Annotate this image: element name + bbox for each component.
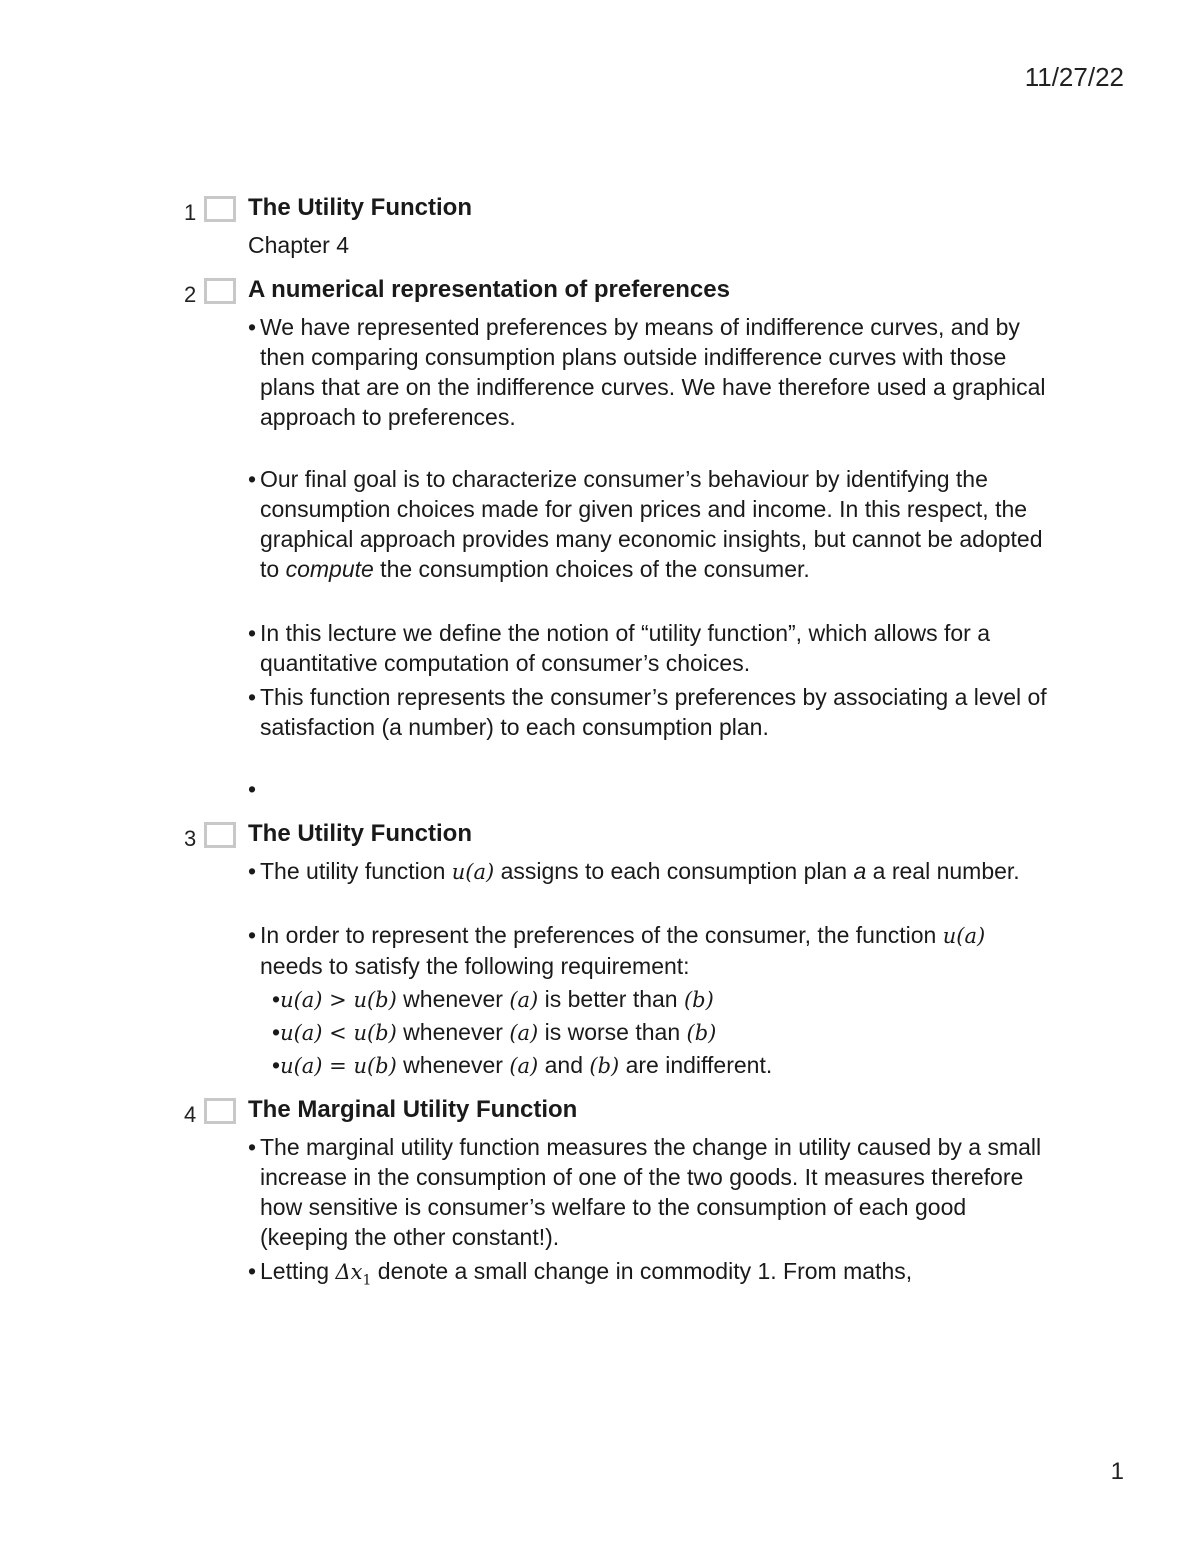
bullet-item — [248, 856, 1048, 887]
bullet-item — [248, 1132, 1048, 1252]
math-expression: (b) — [683, 988, 714, 1012]
bullet-text: We have represented preferences by means of indifference curves, and by then comparing consumption plans outside indifference curves with those plans that are on the indifference curves. We have therefore used a graphical approach to preferences. — [260, 314, 1046, 430]
slide-thumbnail — [204, 822, 236, 848]
bullet-dot-icon: • — [272, 986, 281, 1012]
bullet-dot-icon: • — [248, 314, 257, 340]
slide-number: 1 — [184, 200, 197, 225]
slide-thumbnail — [204, 278, 236, 304]
math-expression: u(a) > u(b) — [280, 988, 397, 1012]
bullet-text: In order to represent the preferences of the consumer, the function u(a) needs to satisfy the following requirement: — [260, 922, 986, 979]
bullet-dot-icon: • — [272, 1052, 281, 1078]
slide-thumbnail — [204, 196, 236, 222]
bullet-dot-icon: • — [248, 466, 257, 492]
slide-thumbnail — [204, 1098, 236, 1124]
math-expression: u(a) — [451, 860, 495, 884]
bullet-text: In this lecture we define the notion of “utility function”, which allows for a quantitative computation of consumer’s choices. — [260, 620, 990, 676]
bullet-text: The utility function u(a) assigns to each consumption plan a a real number. — [260, 858, 1020, 884]
math-subscript: 1 — [362, 1272, 372, 1289]
math-expression: (b) — [686, 1021, 717, 1045]
bullet-item — [248, 312, 1048, 432]
sub-bullet-item: •u(a) = u(b) whenever (a) and (b) are indifferent. — [272, 1052, 773, 1078]
bullet-dot-icon: • — [248, 922, 257, 948]
math-expression: Δx — [335, 1260, 363, 1284]
bullet-dot-icon: • — [248, 858, 257, 884]
bullet-item — [248, 1256, 1048, 1296]
math-expression: (a) — [509, 1021, 539, 1045]
bullet-dot-icon: • — [248, 684, 257, 710]
math-expression: (a) — [509, 1054, 539, 1078]
slide-number: 3 — [184, 826, 197, 851]
math-expression: (b) — [589, 1054, 620, 1078]
math-expression: u(a) — [942, 924, 986, 948]
slide-title: The Marginal Utility Function — [248, 1096, 578, 1123]
sub-bullet-item: •u(a) < u(b) whenever (a) is worse than (b) — [272, 1019, 717, 1045]
bullet-dot-icon: • — [248, 1258, 257, 1284]
math-expression: (a) — [509, 988, 539, 1012]
math-expression: u(a) < u(b) — [280, 1021, 397, 1045]
slide-title: A numerical representation of preferences — [248, 276, 730, 303]
bullet-dot-icon: • — [248, 620, 257, 646]
bullet-text: Our final goal is to characterize consumer’s behaviour by identifying the consumption choices made for given prices and income. In this respect, the graphical approach provides many economic insights, but cannot be adopted to compute the consumption choices of the consumer. — [260, 466, 1043, 582]
italic-word: compute — [285, 556, 374, 582]
page-date: 11/27/22 — [1024, 62, 1124, 92]
bullet-text: Letting $\Delta x_1$ denote a small change in commodity 1. From maths, — [260, 1258, 913, 1289]
sub-bullet-item: •u(a) > u(b) whenever (a) is better than (b) — [272, 986, 714, 1012]
slide-title: The Utility Function — [248, 194, 472, 221]
math-variable: a — [853, 858, 867, 884]
bullet-item — [248, 464, 1048, 584]
math-expression: u(a) = u(b) — [280, 1054, 397, 1078]
bullet-text: This function represents the consumer’s preferences by associating a level of satisfaction (a number) to each consumption plan. — [260, 684, 1047, 740]
bullet-item — [248, 618, 1048, 678]
slide-title: The Utility Function — [248, 820, 472, 847]
slide-subtitle: Chapter 4 — [248, 232, 350, 258]
page-number: 1 — [1110, 1458, 1124, 1485]
bullet-item — [248, 920, 1048, 981]
slide-number: 4 — [184, 1102, 197, 1127]
slide-number: 2 — [184, 282, 197, 307]
bullet-dot-icon: • — [248, 1134, 257, 1160]
bullet-item — [248, 682, 1048, 742]
bullet-dot-icon: • — [248, 776, 257, 802]
bullet-dot-icon: • — [272, 1019, 281, 1045]
bullet-text: The marginal utility function measures the change in utility caused by a small increase in the consumption of one of the two goods. It measures therefore how sensitive is consumer’s welfare to the consumption of each good (keeping the other constant!). — [260, 1134, 1042, 1250]
